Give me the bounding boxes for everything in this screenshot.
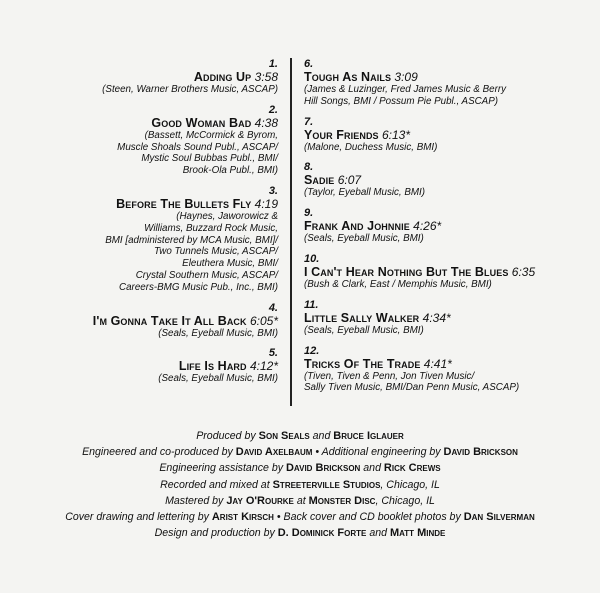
credit-text: Mastered by — [165, 494, 227, 507]
track-title: Good Woman Bad — [151, 115, 252, 130]
track-duration: 6:05* — [249, 313, 278, 328]
credit-line — [0, 444, 600, 460]
track-credit-line: (James & Luzinger, Fred James Music & Berry — [304, 84, 506, 95]
track-number: 12. — [304, 344, 320, 357]
track-title-line — [304, 311, 594, 325]
credit-line — [0, 509, 600, 525]
credit-name: Son Seals — [258, 430, 310, 442]
track-item — [304, 116, 594, 154]
track-duration: 4:38 — [254, 115, 278, 130]
track-credit-line: (Seals, Eyeball Music, BMI) — [304, 233, 424, 245]
credit-name: Monster Disc — [308, 494, 376, 507]
credit-name: David Brickson — [285, 462, 361, 475]
track-title-line — [304, 70, 594, 84]
track-item — [304, 207, 594, 245]
track-title-line — [40, 197, 278, 211]
track-number: 4. — [268, 301, 278, 314]
track-number: 9. — [304, 207, 314, 220]
credit-line — [0, 525, 600, 541]
track-item — [304, 58, 594, 108]
track-item — [40, 104, 278, 177]
track-item — [40, 58, 278, 96]
track-credit-line: Sally Tiven Music, BMI/Dan Penn Music, ASCAP) — [304, 382, 520, 394]
track-title: Tough As Nails — [304, 70, 392, 84]
track-number: 5. — [268, 347, 278, 360]
track-number: 1. — [268, 58, 278, 70]
track-duration: 6:07 — [337, 173, 362, 188]
track-credit-line: (Bassett, McCormick & Byrom, — [144, 129, 278, 141]
credit-line — [0, 428, 600, 444]
track-credit-line: Eleuthera Music, BMI/ — [182, 258, 278, 270]
track-duration: 4:19 — [254, 196, 278, 211]
track-credit-line: (Haynes, Jaworowicz & — [176, 210, 278, 222]
track-credit-line: (Steen, Warner Brothers Music, ASCAP) — [102, 84, 278, 95]
track-item — [304, 345, 594, 395]
track-title: I'm Gonna Take It All Back — [92, 313, 247, 328]
track-number: 6. — [304, 58, 314, 70]
column-divider — [290, 58, 292, 406]
track-credit-line: (Bush & Clark, East / Memphis Music, BMI) — [304, 278, 492, 290]
track-credit-line: Hill Songs, BMI / Possum Pie Publ., ASCAP) — [304, 95, 499, 107]
track-credit-line: (Seals, Eyeball Music, BMI) — [158, 327, 278, 339]
credit-text: Engineered and co-produced by — [82, 446, 236, 459]
track-item — [304, 299, 594, 337]
track-title-line — [304, 265, 594, 279]
track-item — [40, 302, 278, 340]
track-title: Tricks Of The Trade — [304, 356, 421, 371]
track-credit-line: Two Tunnels Music, ASCAP/ — [154, 246, 278, 258]
credit-name: Bruce Iglauer — [333, 430, 404, 442]
credit-line — [0, 477, 600, 493]
credit-text: Cover drawing and lettering by — [65, 511, 212, 524]
track-credit-line: Crystal Southern Music, ASCAP/ — [135, 269, 278, 281]
track-credit-line: Careers-BMG Music Pub., Inc., BMI) — [119, 281, 278, 293]
track-title-line — [40, 314, 278, 328]
credit-text: Recorded and mixed at — [160, 478, 273, 491]
track-credit-line: (Seals, Eyeball Music, BMI) — [158, 373, 278, 385]
credit-name: Matt Minde — [389, 527, 446, 540]
credit-line — [0, 493, 600, 509]
track-credit-line: Brook-Ola Publ., BMI) — [182, 165, 278, 177]
credit-text: and — [360, 462, 384, 475]
track-title: Little Sally Walker — [304, 310, 420, 325]
track-title-line — [304, 357, 594, 371]
track-credit-line: Muscle Shoals Sound Publ., ASCAP/ — [117, 141, 278, 153]
track-credit-line: (Seals, Eyeball Music, BMI) — [304, 324, 424, 336]
track-title-line — [304, 219, 594, 233]
track-title: Adding Up — [193, 70, 252, 84]
track-duration: 4:12* — [249, 359, 278, 374]
track-credit-line: (Tiven, Tiven & Penn, Jon Tiven Music/ — [304, 370, 475, 382]
track-duration: 3:58 — [254, 70, 278, 84]
track-title-line — [40, 359, 278, 373]
track-title-line — [304, 173, 594, 187]
credit-name: David Brickson — [443, 446, 518, 459]
track-credit-line: Williams, Buzzard Rock Music, — [144, 222, 278, 234]
credit-text: Produced by — [196, 430, 259, 442]
track-duration: 4:34* — [422, 310, 451, 325]
credit-text: • Additional engineering by — [312, 446, 444, 459]
credit-name: Streeterville Studios — [272, 478, 381, 491]
track-title-line — [40, 70, 278, 84]
track-number: 2. — [268, 103, 278, 116]
track-title: Sadie — [304, 173, 335, 188]
track-title: Frank And Johnnie — [304, 219, 410, 234]
credit-name: Rick Crews — [383, 462, 441, 475]
credit-name: D. Dominick Forte — [277, 527, 367, 540]
track-credit-line: (Malone, Duchess Music, BMI) — [304, 141, 438, 153]
credit-text: Design and production by — [154, 527, 278, 540]
credit-text: , Chicago, IL — [375, 494, 435, 507]
track-credit-line: BMI [administered by MCA Music, BMI]/ — [105, 234, 278, 246]
production-credits — [0, 428, 600, 541]
credit-text: and — [309, 430, 334, 442]
track-number: 8. — [304, 161, 314, 174]
track-title: Your Friends — [304, 127, 379, 142]
credit-line — [0, 460, 600, 476]
credit-name: Arist Kirsch — [211, 511, 274, 524]
track-title-line — [40, 116, 278, 130]
track-title: Life Is Hard — [178, 359, 247, 374]
track-item — [304, 161, 594, 199]
track-number: 11. — [304, 298, 319, 311]
track-number: 3. — [268, 184, 278, 197]
credit-name: David Axelbaum — [235, 446, 313, 459]
track-number: 7. — [304, 115, 314, 128]
track-duration: 3:09 — [394, 70, 418, 84]
track-list-right — [304, 58, 594, 394]
track-title: Before The Bullets Fly — [116, 196, 252, 211]
track-title-line — [304, 128, 594, 142]
track-duration: 6:35 — [511, 264, 536, 279]
credit-name: Dan Silverman — [463, 511, 535, 524]
track-number: 10. — [304, 252, 320, 265]
credit-text: at — [293, 494, 309, 507]
track-duration: 6:13* — [382, 127, 411, 142]
credit-text: , Chicago, IL — [380, 478, 440, 491]
track-item — [40, 185, 278, 294]
track-duration: 4:26* — [413, 219, 442, 234]
track-duration: 4:41* — [423, 356, 452, 371]
credit-name: Jay O'Rourke — [226, 494, 294, 507]
credit-text: Engineering assistance by — [159, 462, 286, 475]
track-credit-line: Mystic Soul Bubbas Publ., BMI/ — [141, 153, 278, 165]
credit-text: and — [366, 527, 390, 540]
credit-text: • Back cover and CD booklet photos by — [273, 511, 464, 524]
track-item — [40, 347, 278, 385]
track-list-left — [40, 58, 278, 385]
track-item — [304, 253, 594, 291]
track-credit-line: (Taylor, Eyeball Music, BMI) — [304, 187, 426, 199]
track-title: I Can't Hear Nothing But The Blues — [304, 264, 509, 279]
